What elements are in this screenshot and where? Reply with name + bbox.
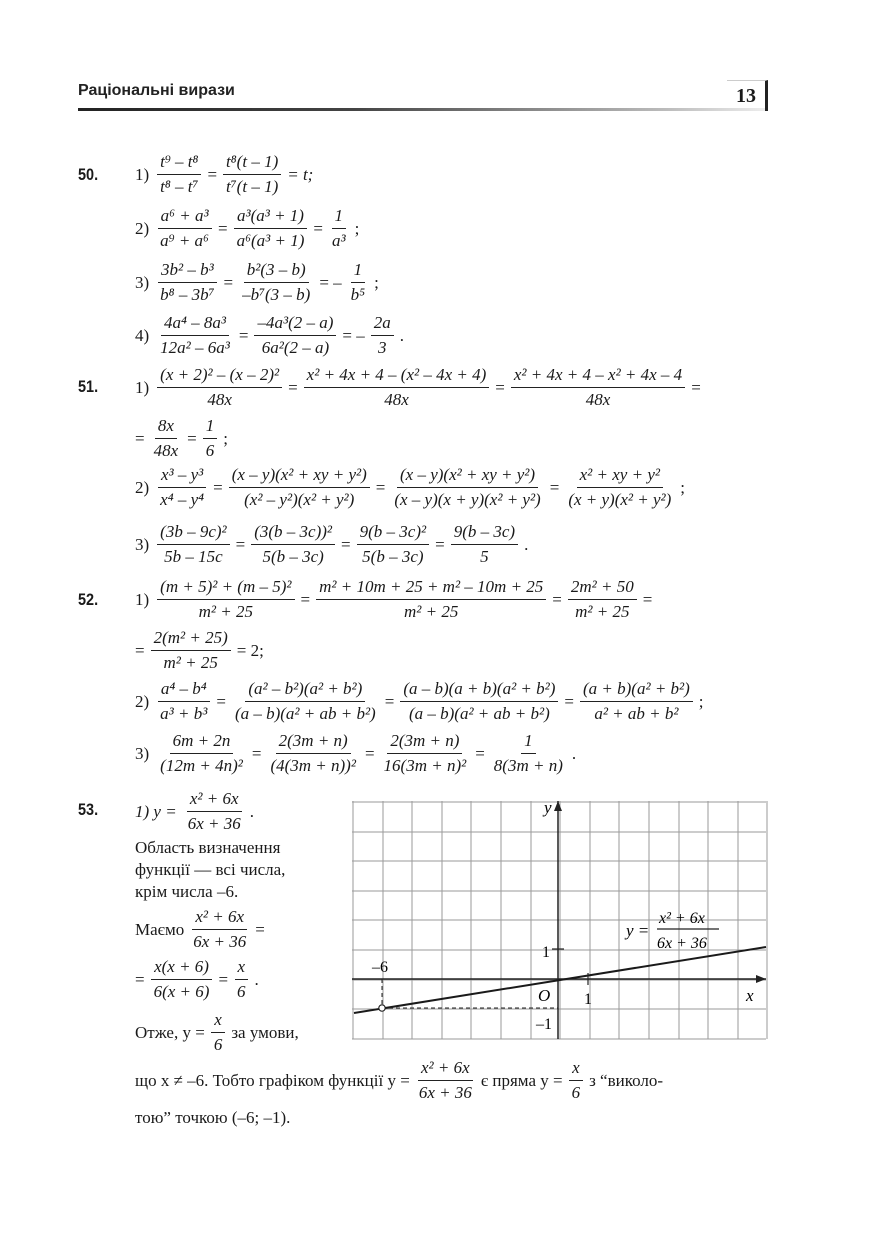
fraction: $\frac{1}{6}$ [203,414,218,463]
p53-line-5: що x ≠ –6. Тобто графіком функції y = $\frac{\text{x² + 6x}}{6x + 36}$ є пряма y = $\frac{x}{6}$ з “виколо- [135,1056,669,1105]
fraction: $\frac{\text{(x + 2)² – (x – 2)²}}{48x}$ [157,363,282,412]
fraction: $\frac{\text{9(b – 3c)²}}{5(b - 3c)}$ [357,520,429,569]
y-tick-1: 1 [542,944,550,961]
fraction: $\frac{\text{t⁸(t – 1)}}{\text{t⁷(t – 1)}}$ [223,150,281,199]
x-tick-neg6: –6 [372,959,388,976]
fraction: $\frac{1}{\text{a³}}$ [331,206,346,250]
fraction: $\frac{x}{6}$ [211,1008,226,1057]
p52-line-1: 1) $\frac{\text{(m + 5)² + (m – 5)²}}{\text{m² + 25}}$ = $\frac{\text{m² + 10m + 25 + m² – 10m + 25}}{\text{m² + 25}}$ = $\frac{\text{2m² + 50}}{\text{m² + 25}}$ = [135,575,658,624]
x-tick-1: 1 [584,991,592,1008]
problem-number-53: 53. [78,800,99,819]
fraction: $\frac{\text{x² + 6x}}{6x + 36}$ [187,789,241,833]
p53-line-4: Отже, y = $\frac{x}{6}$ за умови, [135,1008,305,1057]
domain-text-3: крім числа –6. [135,882,239,901]
p53-line-6: тою” точкою (–6; –1). [135,1108,291,1127]
fraction: $\frac{\text{x² + 6x}}{6x + 36}$ [418,1058,472,1102]
fraction: $\frac{x(x + 6)}{6(x + 6)}$ [151,955,213,1004]
fraction: $\frac{\text{2(m² + 25)}}{\text{m² + 25}}$ [151,626,231,675]
running-header: Раціональні вирази [78,82,235,99]
page-number: 13 [727,80,768,111]
fraction: $\frac{6m + 2n}{\text{(12m + 4n)²}}$ [160,731,243,775]
fraction: $\frac{9(b - 3c)}{5}$ [451,520,518,569]
p52-line-3: 3) $\frac{6m + 2n}{\text{(12m + 4n)²}}$ = $\frac{2(3m + n)}{\text{(4(3m + n))²}}$ = $\frac{2(3m + n)}{\text{16(3m + n)²}}$ = $\frac{1}{8(3m + n)}$ . [135,729,582,778]
fraction: $\frac{\text{a⁶ + a³}}{\text{a⁹ + a⁶}}$ [157,204,212,253]
fraction: $\frac{\text{x² + 6x}}{6x + 36}$ [193,907,247,951]
fraction: $\frac{x}{6}$ [234,955,249,1004]
fraction: $\frac{1}{\text{b⁵}}$ [350,260,366,304]
origin-label: O [538,986,551,1005]
fraction: $\frac{8x}{48x}$ [153,416,179,460]
problem-number-51: 51. [78,377,99,396]
fraction: $\frac{\text{m² + 10m + 25 + m² – 10m + 25}}{\text{m² + 25}}$ [316,575,546,624]
fraction: $\frac{\text{4a⁴ – 8a³}}{\text{12a² – 6a³}}$ [160,313,230,357]
graph-eq-label: y = [626,921,650,940]
y-tick-neg1: –1 [536,1016,552,1033]
fraction: $\frac{\text{(a – b)(a + b)(a² + b²)}}{\text{(a – b)(a² + ab + b²)}}$ [400,677,558,726]
p52-line-2: 2) $\frac{\text{a⁴ – b⁴}}{\text{a³ + b³}}$ = $\frac{\text{(a² – b²)(a² + b²)}}{\text{(a – b)(a² + ab + b²)}}$ = $\frac{\text{(a – b)(a + b)(a² + b²)}}{\text{(a – b)(a² + ab + b²)}}$ = $\frac{\text{(a + b)(a² + b²)}}{\text{a² + ab + b²}}$ ; [135,677,710,726]
y-axis-label: y [544,801,552,817]
domain-text-1: Область визначення [135,838,281,857]
p53-line-1: 1) y = $\frac{\text{x² + 6x}}{6x + 36}$ . [135,787,260,836]
punctured-point [379,1005,385,1011]
fraction: $\frac{\text{(a² – b²)(a² + b²)}}{\text{(a – b)(a² + ab + b²)}}$ [234,679,376,723]
x-axis-label: x [746,986,754,1005]
fraction: $\frac{\text{(x – y)(x² + xy + y²)}}{\text{(x² – y²)(x² + y²)}}$ [229,463,370,512]
fraction: $\frac{\text{–4a³(2 – a)}}{\text{6a²(2 – a)}}$ [254,311,336,360]
fraction: $\frac{1}{8(3m + n)}$ [493,731,563,775]
p50-line-1: 1) $\frac{\text{t⁹ – t⁸}}{\text{t⁸ – t⁷}}$ = $\frac{\text{t⁸(t – 1)}}{\text{t⁷(t – 1)}}$ = t; [135,150,319,199]
p51-line-2: 2) $\frac{\text{x³ – y³}}{\text{x⁴ – y⁴}}$ = $\frac{\text{(x – y)(x² + xy + y²)}}{\text{(x² – y²)(x² + y²)}}$ = $\frac{\text{(x – y)(x² + xy + y²)}}{\text{(x – y)(x + y)(x² + y²)}}$ = $\frac{\text{x² + xy + y²}}{\text{(x + y)(x² + y²)}}$ ; [135,463,691,512]
fraction: $\frac{\text{(a + b)(a² + b²)}}{\text{a² + ab + b²}}$ [580,677,693,726]
graph-eq-num: x² + 6x [659,910,705,927]
p51-line-1: 1) $\frac{\text{(x + 2)² – (x – 2)²}}{48x}$ = $\frac{\text{x² + 4x + 4 – (x² – 4x + 4)}}{48x}$ = $\frac{\text{x² + 4x + 4 – x² + 4x – 4}}{48x}$ = [135,363,707,412]
fraction: $\frac{\text{x² + 4x + 4 – (x² – 4x + 4)}}{48x}$ [304,363,490,412]
p50-line-2: 2) $\frac{\text{a⁶ + a³}}{\text{a⁹ + a⁶}}$ = $\frac{\text{a³(a³ + 1)}}{\text{a⁶(a³ + 1)}}$ = $\frac{1}{\text{a³}}$ ; [135,204,365,253]
domain-text-2: функції — всі числа, [135,860,286,879]
fraction: $\frac{2a}{3}$ [371,311,394,360]
fraction: $\frac{\text{(3b – 9c)²}}{5b - 15c}$ [157,520,229,569]
fraction: $\frac{\text{t⁹ – t⁸}}{\text{t⁸ – t⁷}}$ [157,150,201,199]
fraction: $\frac{x}{6}$ [569,1056,584,1105]
fraction: $\frac{\text{x² + xy + y²}}{\text{(x + y)(x² + y²)}}$ [568,465,672,509]
p51-line-1b: = $\frac{8x}{48x}$ = $\frac{1}{6}$ ; [135,414,234,463]
fraction: $\frac{\text{(x – y)(x² + xy + y²)}}{\text{(x – y)(x + y)(x² + y²)}}$ [394,465,541,509]
p53-line-3: = $\frac{x(x + 6)}{6(x + 6)}$ = $\frac{x}{6}$ . [135,955,265,1004]
fraction: $\frac{\text{3b² – b³}}{\text{b⁸ – 3b⁷}}$ [157,258,217,307]
p52-line-1b: = $\frac{\text{2(m² + 25)}}{\text{m² + 25}}$ = 2; [135,626,270,675]
fraction: $\frac{\text{b²(3 – b)}}{\text{–b⁷(3 – b)}}$ [242,260,311,304]
fraction: $\frac{\text{(3(b – 3c))²}}{5(b - 3c)}$ [251,520,335,569]
x-axis-arrow-icon [756,975,766,983]
graph-eq-den: 6x + 36 [657,935,707,952]
fraction: $\frac{\text{2m² + 50}}{\text{m² + 25}}$ [568,575,637,624]
fraction: $\frac{\text{x³ – y³}}{\text{x⁴ – y⁴}}$ [157,463,207,512]
problem-number-50: 50. [78,165,99,184]
p51-line-3: 3) $\frac{\text{(3b – 9c)²}}{5b - 15c}$ = $\frac{\text{(3(b – 3c))²}}{5(b - 3c)}$ = $\frac{\text{9(b – 3c)²}}{5(b - 3c)}$ = $\frac{9(b - 3c)}{5}$ . [135,520,534,569]
fraction: $\frac{\text{a⁴ – b⁴}}{\text{a³ + b³}}$ [157,677,210,726]
header-rule [78,108,768,111]
p50-line-4: 4) $\frac{\text{4a⁴ – 8a³}}{\text{12a² – 6a³}}$ = $\frac{\text{–4a³(2 – a)}}{\text{6a²(2 – a)}}$ = – $\frac{2a}{3}$ . [135,311,410,360]
fraction: $\frac{\text{a³(a³ + 1)}}{\text{a⁶(a³ + 1)}}$ [234,204,308,253]
p50-line-3: 3) $\frac{\text{3b² – b³}}{\text{b⁸ – 3b⁷}}$ = $\frac{\text{b²(3 – b)}}{\text{–b⁷(3 – b)}}$ = – $\frac{1}{\text{b⁵}}$ ; [135,258,385,307]
fraction: $\frac{2(3m + n)}{\text{16(3m + n)²}}$ [383,731,467,775]
item-label: 1) [135,164,150,184]
fraction: $\frac{\text{x² + 4x + 4 – x² + 4x – 4}}{48x}$ [511,363,685,412]
p53-line-2: Маємо $\frac{\text{x² + 6x}}{6x + 36}$ = [135,905,271,954]
fraction: $\frac{2(3m + n)}{\text{(4(3m + n))²}}$ [270,731,356,775]
fraction: $\frac{\text{(m + 5)² + (m – 5)²}}{\text{m² + 25}}$ [157,575,294,624]
function-graph [352,801,768,1041]
problem-number-52: 52. [78,590,99,609]
